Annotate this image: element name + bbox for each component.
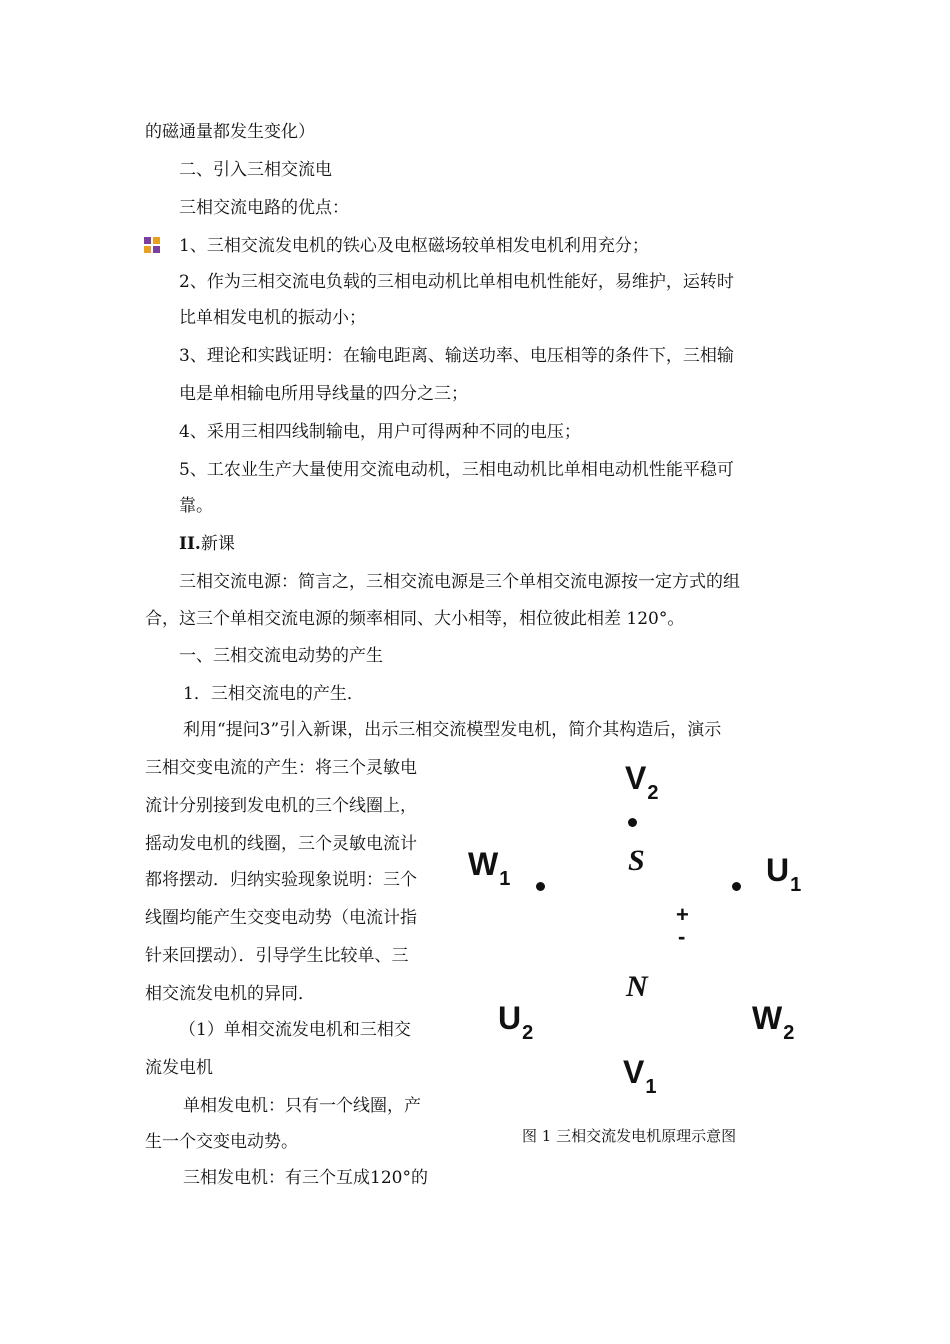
pole-n-label: N <box>626 970 648 1003</box>
terminal-dot <box>536 882 545 891</box>
terminal-u1-label: $U_1$ <box>766 852 802 896</box>
generator-diagram <box>460 750 810 1110</box>
minus-sign: - <box>678 924 686 949</box>
pole-s-label: S <box>628 844 645 877</box>
text-line: 三相交变电流的产生：将三个灵敏电 <box>145 758 417 778</box>
list-item: 3、理论和实践证明：在输电距离、输送功率、电压相等的条件下，三相输 <box>179 346 734 366</box>
list-item: 5、工农业生产大量使用交流电动机，三相电动机比单相电动机性能平稳可 <box>179 460 734 480</box>
bullet-icon <box>143 236 161 254</box>
subsection-heading: （1）单相交流发电机和三相交 <box>179 1020 411 1040</box>
text-line: 合，这三个单相交流电源的频率相同、大小相等，相位彼此相差 120°。 <box>145 609 685 629</box>
list-item: 4、采用三相四线制输电，用户可得两种不同的电压； <box>179 422 581 442</box>
text-line: 摇动发电机的线圈，三个灵敏电流计 <box>145 834 417 854</box>
list-item: 1、三相交流发电机的铁心及电枢磁场较单相发电机利用充分； <box>179 236 649 256</box>
text-line: 针来回摆动）．引导学生比较单、三 <box>145 946 409 966</box>
plus-sign: + <box>676 902 689 927</box>
figure-caption: 图 1 三相交流发电机原理示意图 <box>522 1127 737 1145</box>
terminal-dot <box>628 818 637 827</box>
terminal-w1-label: $W_1$ <box>468 846 511 890</box>
subsection-heading: 1．三相交流电的产生． <box>183 684 364 704</box>
text-line: 三相交流电路的优点： <box>179 198 349 218</box>
text-line: 都将摆动．归纳实验现象说明：三个 <box>145 870 417 890</box>
text-line: 利用“提问3”引入新课，出示三相交流模型发电机，简介其构造后，演示 <box>183 720 722 740</box>
text-line: 靠。 <box>179 496 213 516</box>
terminal-dot <box>732 882 741 891</box>
text-line: 的磁通量都发生变化） <box>145 122 315 142</box>
text-line: 比单相发电机的振动小； <box>179 308 366 328</box>
section-heading: 一、三相交流电动势的产生 <box>179 646 383 666</box>
text-line: 流发电机 <box>145 1058 213 1078</box>
heading-label: 新课 <box>200 534 235 554</box>
terminal-v2-label: $V_2$ <box>625 760 659 804</box>
text-line: 单相发电机：只有一个线圈，产 <box>183 1096 421 1116</box>
terminal-v1-label: $V_1$ <box>623 1054 657 1098</box>
terminal-u2-label: $U_2$ <box>498 1000 534 1044</box>
text-line: 流计分别接到发电机的三个线圈上， <box>145 796 417 816</box>
section-heading: 二、引入三相交流电 <box>179 160 332 180</box>
section-heading <box>179 533 235 555</box>
text-line: 电是单相输电所用导线量的四分之三； <box>179 384 468 404</box>
list-item: 2、作为三相交流电负载的三相电动机比单相电机性能好，易维护，运转时 <box>179 272 734 292</box>
text-line: 三相发电机：有三个互成120°的 <box>183 1168 428 1188</box>
heading-number: II. <box>179 534 201 554</box>
text-line: 线圈均能产生交变电动势（电流计指 <box>145 908 417 928</box>
text-line: 生一个交变电动势。 <box>145 1132 298 1152</box>
text-line: 三相交流电源：简言之，三相交流电源是三个单相交流电源按一定方式的组 <box>179 572 740 592</box>
text-line: 相交流发电机的异同． <box>145 984 315 1004</box>
terminal-w2-label: $W_2$ <box>752 1000 795 1044</box>
